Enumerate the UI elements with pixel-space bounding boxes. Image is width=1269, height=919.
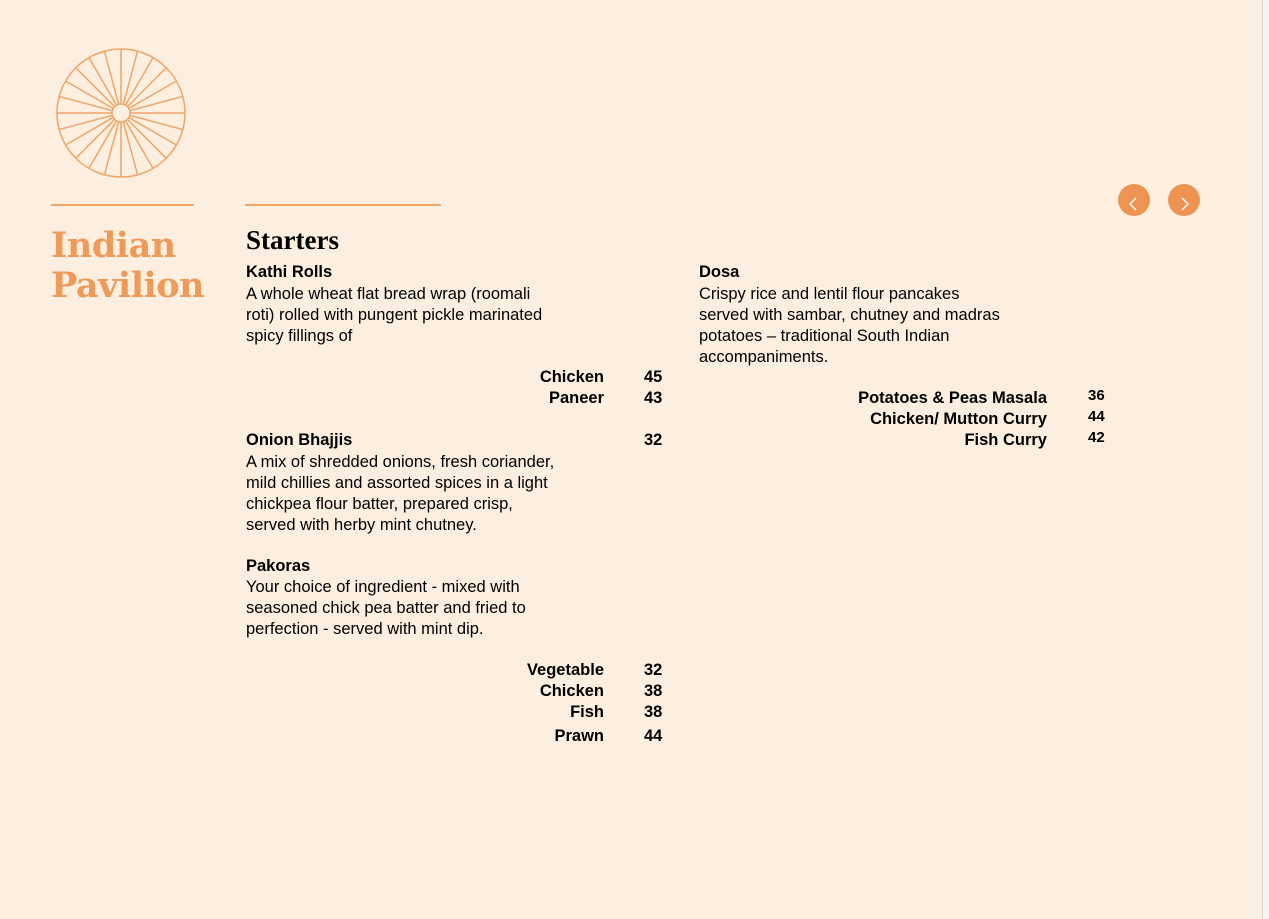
description-line: served with herby mint chutney. bbox=[246, 516, 477, 534]
option-label: Prawn bbox=[554, 727, 604, 745]
option-label: Paneer bbox=[548, 389, 604, 407]
section-divider bbox=[245, 204, 441, 206]
description-line: perfection - served with mint dip. bbox=[246, 620, 484, 638]
option-price: 44 bbox=[1088, 408, 1105, 425]
previous-page-button[interactable] bbox=[1118, 184, 1150, 216]
next-page-button[interactable] bbox=[1168, 184, 1200, 216]
option-price: 36 bbox=[1088, 387, 1105, 404]
option-price: 32 bbox=[644, 661, 663, 679]
description-line: accompaniments. bbox=[699, 348, 829, 366]
option-label: Fish bbox=[570, 703, 604, 721]
option-price: 43 bbox=[644, 389, 663, 407]
page-edge bbox=[1262, 0, 1269, 919]
description-line: potatoes – traditional South Indian bbox=[699, 327, 950, 345]
option-price: 45 bbox=[644, 368, 663, 386]
section-title: Starters bbox=[246, 225, 339, 255]
wheel-spoke bbox=[127, 68, 166, 107]
wheel-spoke bbox=[76, 68, 115, 107]
brand-name bbox=[51, 226, 204, 306]
description-line: spicy fillings of bbox=[246, 327, 353, 345]
wheel-icon bbox=[54, 46, 188, 180]
description-line: Crispy rice and lentil flour pancakes bbox=[699, 285, 960, 303]
menu-item-description bbox=[699, 284, 1000, 368]
wheel-spoke bbox=[76, 119, 115, 158]
description-line: Your choice of ingredient - mixed with bbox=[246, 578, 520, 596]
menu-item-name: Dosa bbox=[699, 263, 740, 281]
brand-name-line1: Indian bbox=[51, 225, 176, 266]
option-label: Chicken bbox=[539, 682, 604, 700]
option-price: 38 bbox=[644, 703, 663, 721]
description-line: roti) rolled with pungent pickle marinated bbox=[246, 306, 543, 324]
chevron-right-icon bbox=[1176, 196, 1192, 212]
menu-item-name: Onion Bhajjis bbox=[246, 431, 353, 449]
option-label: Chicken/ Mutton Curry bbox=[870, 410, 1047, 428]
menu-item-price: 32 bbox=[644, 431, 663, 449]
option-price: 42 bbox=[1088, 429, 1105, 446]
menu-item-description bbox=[246, 452, 554, 536]
brand-divider bbox=[51, 204, 194, 206]
description-line: served with sambar, chutney and madras bbox=[699, 306, 1000, 324]
menu-item-description bbox=[246, 284, 542, 347]
menu-item-name: Kathi Rolls bbox=[246, 263, 333, 281]
description-line: seasoned chick pea batter and fried to bbox=[246, 599, 526, 617]
option-label: Fish Curry bbox=[964, 431, 1047, 449]
brand-name-line2: Pavilion bbox=[51, 265, 205, 306]
option-label: Chicken bbox=[539, 368, 604, 386]
option-label: Vegetable bbox=[526, 661, 604, 679]
option-price: 44 bbox=[644, 727, 663, 745]
option-label: Potatoes & Peas Masala bbox=[858, 389, 1047, 407]
menu-item-description bbox=[246, 577, 526, 640]
chevron-left-icon bbox=[1126, 196, 1142, 212]
description-line: mild chillies and assorted spices in a light bbox=[246, 474, 548, 492]
description-line: A mix of shredded onions, fresh coriander, bbox=[246, 453, 555, 471]
option-price: 38 bbox=[644, 682, 663, 700]
menu-item-name: Pakoras bbox=[246, 557, 311, 575]
description-line: chickpea flour batter, prepared crisp, bbox=[246, 495, 513, 513]
description-line: A whole wheat flat bread wrap (roomali bbox=[246, 285, 531, 303]
wheel-spoke bbox=[127, 119, 166, 158]
